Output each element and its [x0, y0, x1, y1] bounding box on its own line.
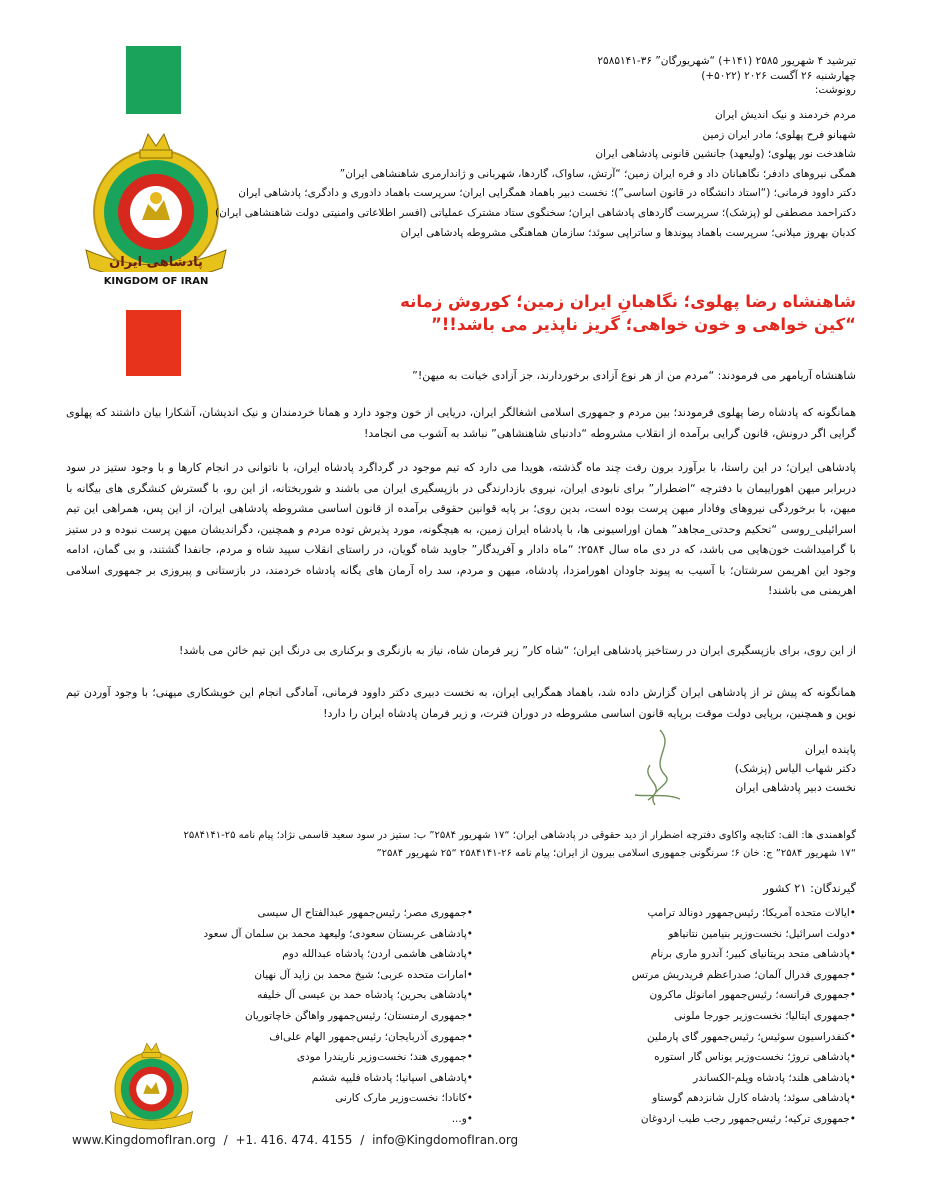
addressee-item: کدبان بهروز میلانی؛ سرپرست باهماد پیوندها و ساتراپی سوئد؛ سازمان هماهنگی مشروطه پادشاهی ایران — [400, 226, 856, 239]
addressee-item: شهبانو فرح پهلوی؛ مادر ایران زمین — [702, 128, 856, 141]
recipients-column-right — [556, 903, 856, 1130]
recipient-item: •دولت اسرائیل؛ نخست‌وزیر بنیامین نتانیاهو — [668, 927, 856, 940]
recipient-item: •پادشاهی اسپانیا؛ پادشاه فلیپه ششم — [311, 1071, 473, 1084]
recipient-item: •کانادا؛ نخست‌وزیر مارک کارنی — [335, 1092, 473, 1105]
recipient-item: •پادشاهی هلند؛ پادشاه ویلم-الکساندر — [693, 1071, 856, 1084]
cc-label: رونوشت: — [814, 84, 856, 96]
title-line-1: شاهنشاه رضا پهلوی؛ نگاهبانِ ایران زمین؛ کوروش زمانه — [400, 292, 856, 311]
recipient-item: •پادشاهی عربستان سعودی؛ ولیعهد محمد بن سلمان آل سعود — [203, 927, 473, 940]
contact-footer — [72, 1133, 522, 1147]
recipient-item: •جمهوری فرانسه؛ رئیس‌جمهور امانوئل ماکرون — [649, 989, 856, 1002]
addressee-item: شاهدخت نور پهلوی؛ (ولیعهد) جانشین قانونی پادشاهی ایران — [595, 148, 856, 161]
title-line-2: “کین خواهی و خون خواهی؛ گریز ناپذیر می باشد!!” — [430, 315, 856, 334]
letter-header — [296, 54, 856, 98]
phone-number: +1. 416. 474. 4155 — [235, 1133, 353, 1147]
recipient-item: •پادشاهی هاشمی اردن؛ پادشاه عبدالله دوم — [282, 948, 473, 961]
signer-title: نخست دبیر پادشاهی ایران — [735, 781, 856, 794]
recipient-item: •جمهوری آذربایجان؛ رئیس‌جمهور الهام علی‌اف — [269, 1030, 473, 1043]
emblem-banner-text: پادشاهی ایران — [109, 255, 203, 270]
addressee-item: دکتر داوود فرمانی؛ (“استاد دانشگاه در قانون اساسی”)؛ نخست دبیر باهماد همگرایی ایران؛ سرپرست باهماد دادوری و دادگری؛ پادشاهی ایران — [238, 187, 856, 200]
date-line: تیرشید ۴ شهریور ۲۵۸۵ (۱۴۱+) “شهریورگان” ۳۶-۲۵۸۵۱۴۱ — [597, 55, 856, 67]
body-paragraph-3: از این روی، برای بازپسگیری ایران در رستاخیز پادشاهی ایران؛ “شاه کار” زیر فرمان شاه، نیاز به بازنگری و برکناری بی درنگ این تیم خائن می باشد! — [178, 644, 856, 657]
recipient-item: •جمهوری مصر؛ رئیس‌جمهور عبدالفتاح ال سیسی — [257, 907, 473, 919]
flag-green-stripe — [126, 46, 181, 114]
footer-separator: / — [223, 1133, 228, 1147]
recipient-item: •کنفدراسیون سوئیس؛ رئیس‌جمهور گای پارملین — [647, 1030, 856, 1043]
recipients-column-left — [173, 903, 473, 1130]
recipient-item: •جمهوری ترکیه؛ رئیس‌جمهور رجب طیب اردوغان — [640, 1112, 856, 1125]
addressee-item: همگی نیروهای دادفر؛ نگاهبانان داد و فره ایران زمین؛ “آرتش، ساواک، گاردها، شهربانی و ژاندارمری شاهنشاهی ایران” — [339, 167, 856, 180]
reference-line: “۱۷ شهریور ۲۵۸۴” ج: خان ۶؛ سرنگونی جمهوری اسلامی بیرون از ایران؛ پیام نامه ۲۶-۲۵۸۴۱۴۱ “۲۵ شهریور ۲۵۸۴” — [376, 848, 856, 859]
body-paragraph-4: همانگونه که پیش تر از پادشاهی ایران گزارش داده شد، باهماد همگرایی ایران، به نخست دبیری دکتر داوود فرمانی، آمادگی انجام این خویشکاری میهنی؛ با وجود آوردن تیم نوین و همچنین، برپایی دولت موقت برپایه قانون اساسی مشروطه در دوران فترت، و زیر فرمان پادشاه ایران را دارد! — [66, 686, 856, 720]
signer-name: دکتر شهاب الیاس (پزشک) — [734, 762, 856, 775]
recipient-item: •پادشاهی سوئد؛ پادشاه کارل شانزدهم گوستاو — [652, 1092, 856, 1105]
recipient-item: •پادشاهی متحد بریتانیای کبیر؛ آندرو ماری برنام — [650, 948, 856, 961]
recipient-item: •جمهوری ایتالیا؛ نخست‌وزیر جورجا ملونی — [674, 1009, 856, 1022]
shah-quote: شاهنشاه آریامهر می فرمودند: “مردم من از هر نوع آزادی برخوردارند، جز آزادی خیانت به میهن!” — [412, 369, 856, 382]
recipient-item: •پادشاهی بحرین؛ پادشاه حمد بن عیسی آل خلیفه — [257, 989, 473, 1002]
letter-closing — [556, 740, 856, 797]
recipient-item: •امارات متحده عربی؛ شیخ محمد بن زاید آل نهیان — [254, 968, 473, 981]
kingdom-emblem-small — [104, 1035, 199, 1135]
reference-line: گواهمندی ها: الف: کتابچه واکاوی دفترچه اضطرار از دید حقوقی در پادشاهی ایران؛ “۱۷ شهریور ۲۵۸۴” ب: ستیز در سود سعید قاسمی نژاد؛ پیام نامه ۲۵-۲۵۸۴۱۴۱ — [183, 830, 856, 841]
references — [66, 827, 856, 863]
recipients-heading: گیرندگان: ۲۱ کشور — [763, 881, 856, 895]
recipient-item: •جمهوری هند؛ نخست‌وزیر ناریندرا مودی — [296, 1051, 473, 1064]
recipient-item: •جمهوری فدرال آلمان؛ صدراعظم فریدریش مرتس — [631, 968, 856, 981]
body-paragraph-1: همانگونه که پادشاه رضا پهلوی فرمودند؛ بین مردم و جمهوری اسلامی اشغالگر ایران، دریایی از خون وجود دارد و همانا خردمندان و نیک اندیشان، آشکارا بیان داشتند که پهلوی گرایی اگر درونش، قانون گرایی برآمده از انقلاب مشروطه “دادنبای شاهنشاهی” نباشد به آشوب می انجامد! — [66, 406, 856, 440]
addressee-list — [206, 106, 856, 243]
recipient-item: •و... — [451, 1112, 473, 1125]
footer-separator: / — [360, 1133, 365, 1147]
addressee-item: دکتراحمد مصطفی لو (پزشک)؛ سرپرست گاردهای پادشاهی ایران؛ سخنگوی ستاد مشترک عملیاتی (افسر اطلاعاتی وامنیتی دولت شاهنشاهی ایران) — [215, 206, 856, 219]
recipient-item: •پادشاهی نروژ؛ نخست‌وزیر یوناس گار استوره — [654, 1051, 856, 1064]
recipient-item: •ایالات متحده آمریکا؛ رئیس‌جمهور دونالد ترامپ — [647, 907, 856, 919]
closing-line: پاینده ایران — [804, 743, 856, 756]
email-link[interactable]: info@KingdomofIran.org — [372, 1133, 519, 1147]
body-paragraph-2: پادشاهی ایران؛ در این راستا، با برآورد برون رفت چند ماه گذشته، هویدا می دارد که تیم موجود در گرداگرد پادشاه ایران، با ناتوانی در انجام کارها و با وجود ستیز در سود دربرابر میهن اهوراییمان با دفترچه “اضطرار” برای نابودی ایران، نیروی بازدارندگی در بازپسگیری ایران می باشند و شوربختانه، از این رو، با گسترش کنشگری های بیگانه با میهن، با برخوردگی نیروهای وفادار میهن پرست بوده است، بدین روی؛ بر پایه قوانین حقوقی برآمده از قانون اساسی مشروطه پادشاهی ایران، از این پس، همراهی این تیم اسرائیلی_روسی “تحکیم وحدتی_مجاهد” همان اوراسیونی ها، با پادشاه ایران زمین، به هیچگونه، مورد پذیرش توده مردم و همچنین، دگراندیشان میهن پرست نبوده و در ستیز با گرامیداشت خون‌هایی می باشد، که در دی ماه سال ۲۵۸۴؛ “ماه دادار و آفریدگار” جاوید شاه گویان، در راستای انقلاب سپید شاه و مردم، جانفدا گشتند، و بی گمان، ادامه وجود این اهریمن سرشتان؛ با آسیب به پیوند جاودان اهورامزدا، پادشاه، میهن و مردم، سد راه آرمان های یگانه پادشاه خردمند، در بازستانی و پیروزی بر جمهوری اسلامی اهریمنی می باشند! — [66, 461, 856, 597]
gregorian-date-line: چهارشنبه ۲۶ آگست ۲۰۲۶ (۵۰۲۲+) — [701, 69, 856, 82]
addressee-item: مردم خردمند و نیک اندیش ایران — [714, 109, 856, 121]
emblem-english-text: KINGDOM OF IRAN — [103, 276, 209, 287]
recipient-item: •جمهوری ارمنستان؛ رئیس‌جمهور واهاگن خاچاتوریان — [244, 1009, 473, 1022]
website-link[interactable]: www.KingdomofIran.org — [72, 1133, 216, 1147]
letter-title — [206, 290, 856, 336]
